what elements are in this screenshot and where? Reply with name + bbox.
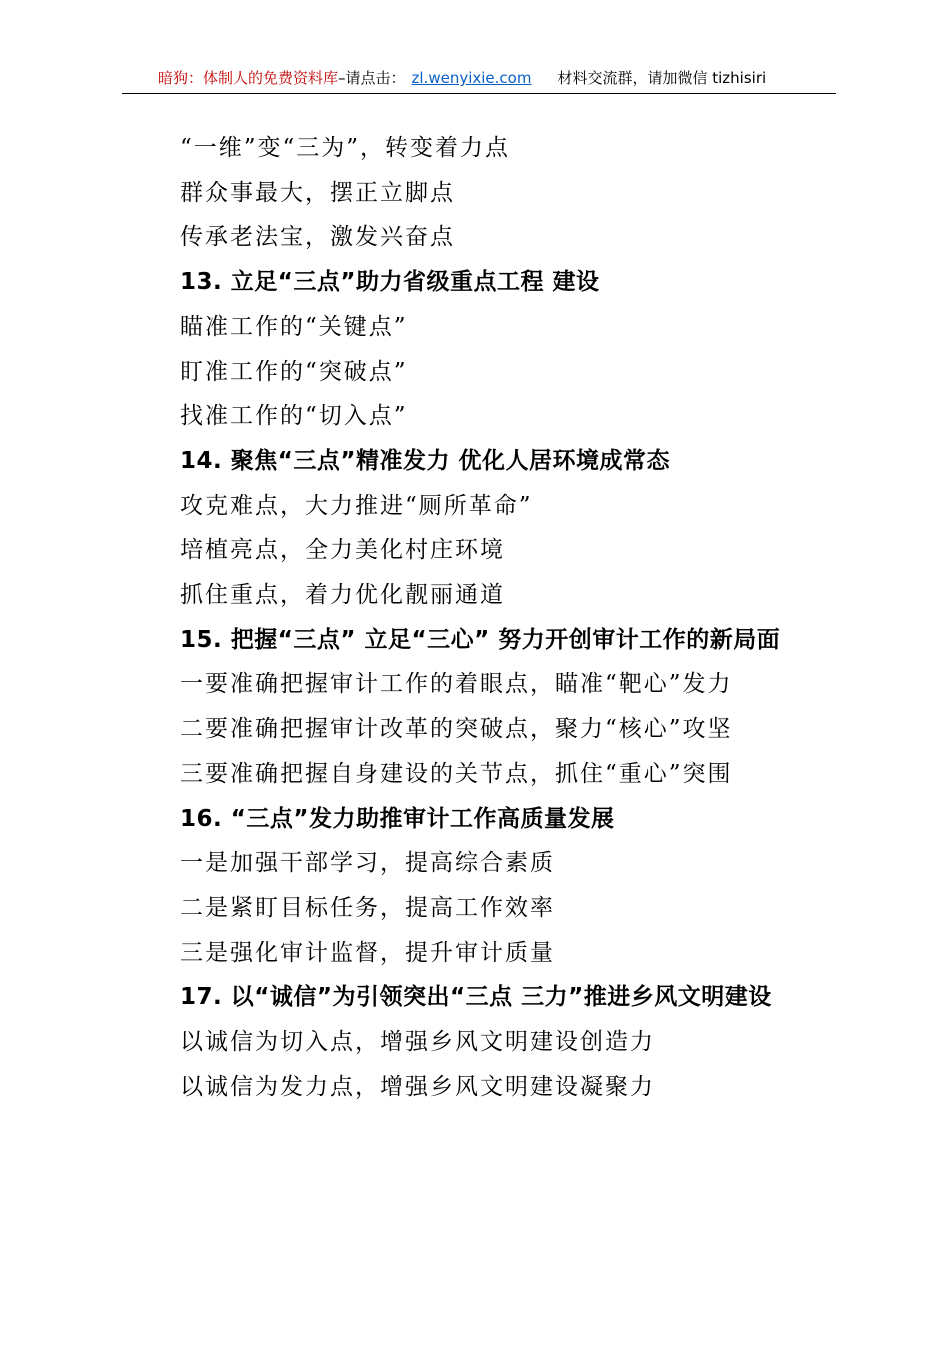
section-heading: 13. 立足“三点”助力省级重点工程 建设 — [180, 269, 600, 296]
list-item: 二是紧盯目标任务，提高工作效率 — [180, 894, 555, 921]
list-item: 抓住重点，着力优化靓丽通道 — [180, 582, 505, 609]
list-item: 培植亮点，全力美化村庄环境 — [180, 537, 505, 564]
header-contact: 材料交流群，请加微信 tizhisiri — [557, 69, 767, 87]
list-item: 一是加强干部学习，提高综合素质 — [180, 850, 555, 877]
list-item: 以诚信为切入点，增强乡风文明建设创造力 — [180, 1029, 655, 1056]
list-item: 盯准工作的“突破点” — [180, 358, 408, 385]
list-item: 瞄准工作的“关键点” — [180, 313, 408, 340]
list-item: 传承老法宝，激发兴奋点 — [180, 224, 455, 251]
list-item: 找准工作的“切入点” — [180, 403, 408, 430]
list-item: 三是强化审计监督，提升审计质量 — [180, 939, 555, 966]
document-body — [128, 126, 838, 1109]
section-heading: 14. 聚焦“三点”精准发力 优化人居环境成常态 — [180, 447, 670, 474]
list-item: 二要准确把握审计改革的突破点，聚力“核心”攻坚 — [180, 716, 733, 743]
list-item: 以诚信为发力点，增强乡风文明建设凝聚力 — [180, 1073, 655, 1100]
list-item: 群众事最大，摆正立脚点 — [180, 179, 455, 206]
page-header — [122, 66, 836, 94]
list-item: 三要准确把握自身建设的关节点，抓住“重心”突围 — [180, 760, 733, 787]
header-link[interactable]: zl.wenyixie.com — [411, 69, 532, 87]
list-item: 一要准确把握审计工作的着眼点，瞄准“靶心”发力 — [180, 671, 733, 698]
header-prompt: –请点击： — [338, 69, 406, 87]
list-item: “一维”变“三为”，转变着力点 — [180, 135, 511, 161]
section-heading: 15. 把握“三点” 立足“三心” 努力开创审计工作的新局面 — [180, 626, 781, 653]
header-brand: 暗狗：体制人的免费资料库 — [158, 69, 339, 87]
list-item: 攻克难点，大力推进“厕所革命” — [180, 492, 533, 519]
section-heading: 16. “三点”发力助推审计工作高质量发展 — [180, 805, 615, 832]
section-heading: 17. 以“诚信”为引领突出“三点 三力”推进乡风文明建设 — [180, 984, 772, 1011]
